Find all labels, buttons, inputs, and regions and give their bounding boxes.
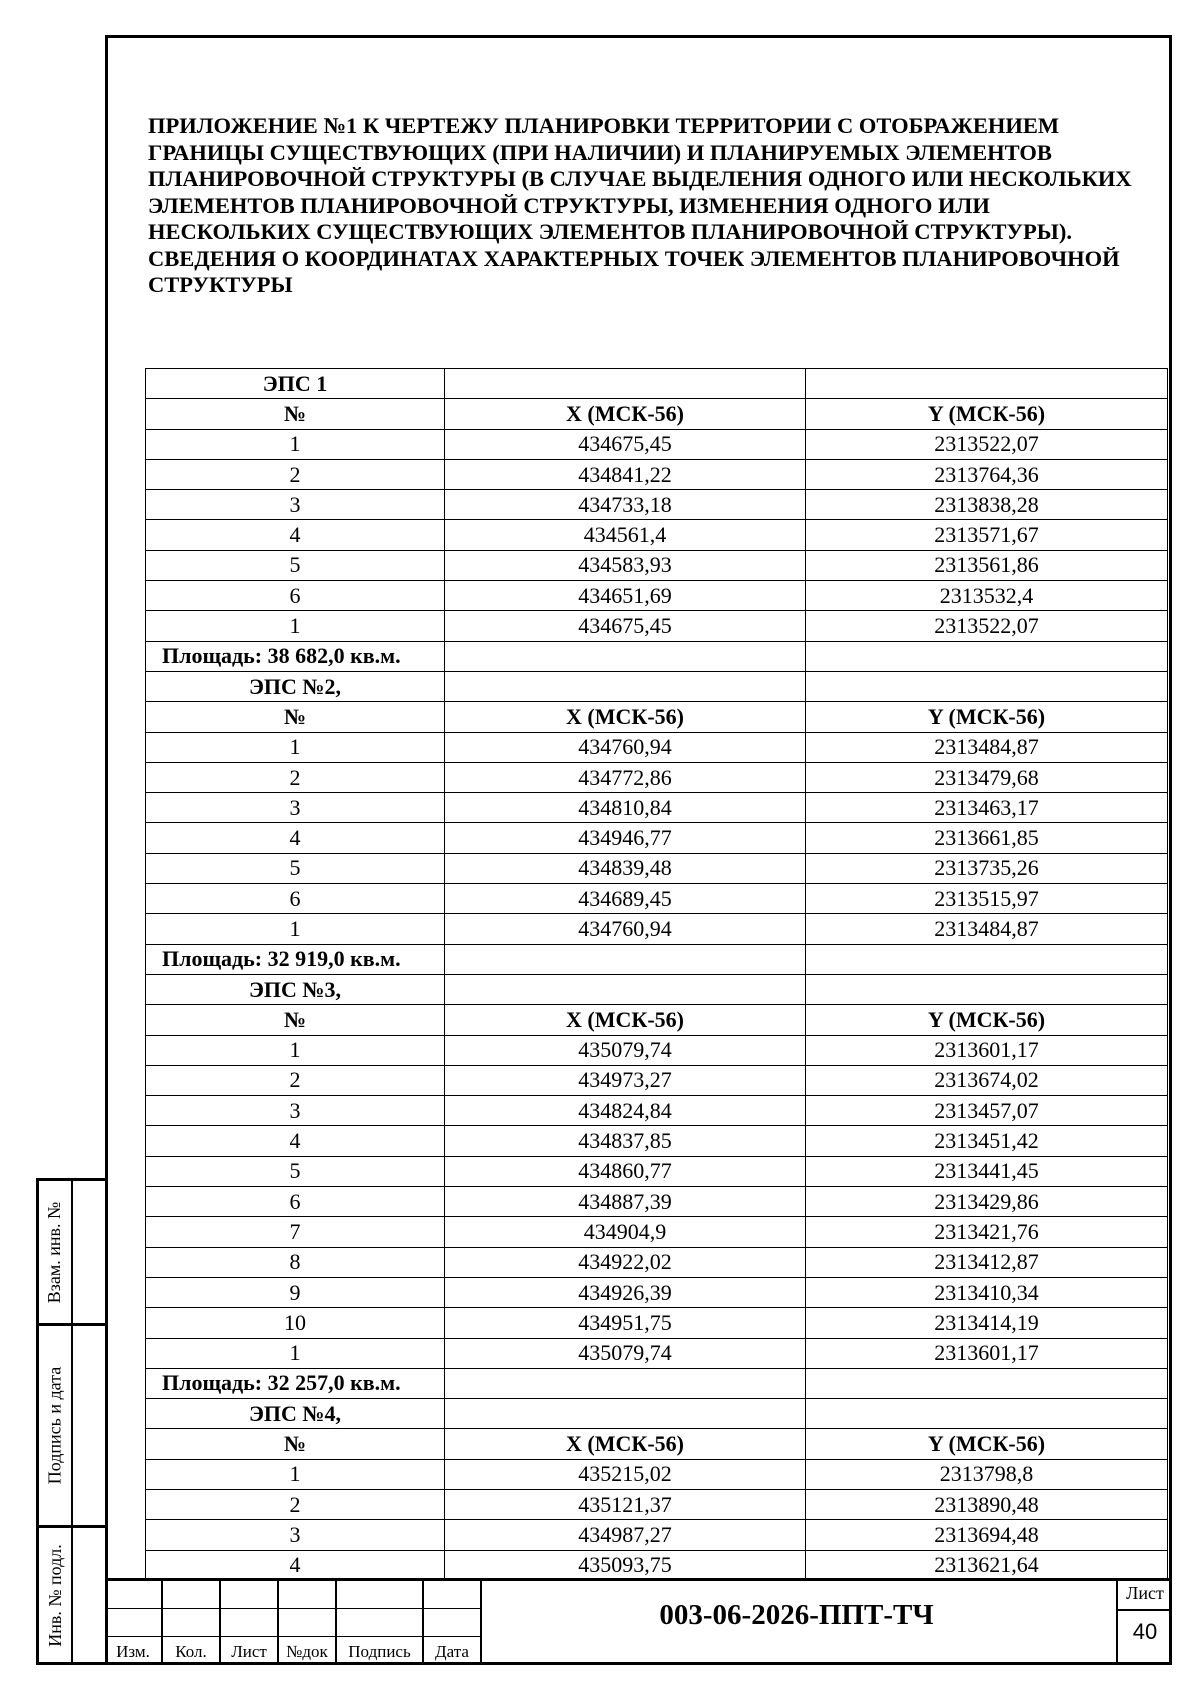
sheet-box — [1116, 1581, 1172, 1665]
point-y: 2313484,87 — [806, 914, 1168, 944]
stamp-col-list — [221, 1581, 279, 1665]
point-y: 2313798,8 — [806, 1459, 1168, 1489]
column-header-no: № — [146, 1429, 445, 1459]
document-title: ПРИЛОЖЕНИЕ №1 К ЧЕРТЕЖУ ПЛАНИРОВКИ ТЕРРИТОРИИ С ОТОБРАЖЕНИЕМ ГРАНИЦЫ СУЩЕСТВУЮЩИХ (ПРИ НАЛИЧИИ) И ПЛАНИРУЕМЫХ ЭЛЕМЕНТОВ ПЛАНИРОВОЧНОЙ СТРУКТУРЫ (В СЛУЧАЕ ВЫДЕЛЕНИЯ ОДНОГО ИЛИ НЕСКОЛЬКИХ ЭЛЕМЕНТОВ ПЛАНИРОВОЧНОЙ СТРУКТУРЫ, ИЗМЕНЕНИЯ ОДНОГО ИЛИ НЕСКОЛЬКИХ СУЩЕСТВУЮЩИХ ЭЛЕМЕНТОВ ПЛАНИРОВОЧНОЙ СТРУКТУРЫ). СВЕДЕНИЯ О КООРДИНАТАХ ХАРАКТЕРНЫХ ТОЧЕК ЭЛЕМЕНТОВ ПЛАНИРОВОЧНОЙ СТРУКТУРЫ — [148, 113, 1132, 297]
point-x: 434733,18 — [445, 490, 806, 520]
table-row — [146, 429, 1168, 459]
side-stamp-podpis-label: Подпись и дата — [44, 1366, 65, 1485]
point-number: 3 — [146, 1096, 445, 1126]
point-y: 2313661,85 — [806, 823, 1168, 853]
eps-name: ЭПС №3, — [146, 974, 445, 1004]
side-stamp-vzam-label: Взам. инв. № — [44, 1201, 65, 1303]
point-y: 2313601,17 — [806, 1338, 1168, 1368]
point-y: 2313479,68 — [806, 762, 1168, 792]
point-y: 2313451,42 — [806, 1126, 1168, 1156]
point-y: 2313561,86 — [806, 550, 1168, 580]
header-row — [146, 1005, 1168, 1035]
table-row — [146, 1308, 1168, 1338]
empty-cell — [445, 944, 806, 974]
table-row — [146, 1035, 1168, 1065]
point-x: 434951,75 — [445, 1308, 806, 1338]
point-number: 2 — [146, 459, 445, 489]
empty-cell — [806, 1368, 1168, 1398]
stamp-label-kol: Кол. — [175, 1642, 207, 1661]
table-row — [146, 1550, 1168, 1580]
area-label: Площадь: 32 919,0 кв.м. — [146, 944, 445, 974]
empty-cell — [445, 1399, 806, 1429]
stamp-label-data: Дата — [435, 1642, 469, 1661]
area-row — [146, 641, 1168, 671]
area-row — [146, 944, 1168, 974]
point-number: 1 — [146, 1459, 445, 1489]
point-y: 2313457,07 — [806, 1096, 1168, 1126]
table-row — [146, 1217, 1168, 1247]
table-row — [146, 1459, 1168, 1489]
eps-name-row — [146, 671, 1168, 701]
stamp-col-ndok — [279, 1581, 337, 1665]
point-x: 434887,39 — [445, 1187, 806, 1217]
empty-cell — [445, 974, 806, 1004]
point-x: 434973,27 — [445, 1065, 806, 1095]
point-number: 1 — [146, 429, 445, 459]
empty-cell — [445, 1368, 806, 1398]
point-number: 10 — [146, 1308, 445, 1338]
sheet-number: 40 — [1132, 1619, 1158, 1644]
eps-name-row — [146, 1399, 1168, 1429]
eps-name: ЭПС №4, — [146, 1399, 445, 1429]
empty-cell — [806, 974, 1168, 1004]
eps-name: ЭПС 1 — [146, 369, 445, 399]
header-row — [146, 1429, 1168, 1459]
point-y: 2313694,48 — [806, 1520, 1168, 1550]
column-header-x: X (МСК-56) — [445, 702, 806, 732]
point-number: 1 — [146, 732, 445, 762]
point-y: 2313441,45 — [806, 1156, 1168, 1186]
point-x: 434922,02 — [445, 1247, 806, 1277]
point-y: 2313412,87 — [806, 1247, 1168, 1277]
point-x: 434675,45 — [445, 611, 806, 641]
table-row — [146, 1187, 1168, 1217]
point-x: 435079,74 — [445, 1338, 806, 1368]
point-number: 2 — [146, 762, 445, 792]
stamp-label-ndok: №док — [286, 1642, 328, 1661]
point-number: 2 — [146, 1489, 445, 1519]
table-row — [146, 520, 1168, 550]
table-row — [146, 914, 1168, 944]
point-y: 2313621,64 — [806, 1550, 1168, 1580]
point-x: 434904,9 — [445, 1217, 806, 1247]
column-header-no: № — [146, 399, 445, 429]
sheet-label: Лист — [1126, 1583, 1164, 1603]
table-row — [146, 1338, 1168, 1368]
point-x: 434841,22 — [445, 459, 806, 489]
column-header-no: № — [146, 1005, 445, 1035]
point-y: 2313463,17 — [806, 793, 1168, 823]
point-number: 6 — [146, 1187, 445, 1217]
point-x: 435215,02 — [445, 1459, 806, 1489]
stamp-col-podpis — [337, 1581, 424, 1665]
table-row — [146, 490, 1168, 520]
table-row — [146, 611, 1168, 641]
column-header-x: X (МСК-56) — [445, 1005, 806, 1035]
point-y: 2313484,87 — [806, 732, 1168, 762]
table-row — [146, 581, 1168, 611]
point-x: 434760,94 — [445, 914, 806, 944]
point-x: 434810,84 — [445, 793, 806, 823]
point-number: 6 — [146, 884, 445, 914]
empty-cell — [445, 671, 806, 701]
point-x: 434651,69 — [445, 581, 806, 611]
side-stamp-inv — [36, 1525, 108, 1665]
empty-cell — [445, 641, 806, 671]
point-number: 2 — [146, 1065, 445, 1095]
point-y: 2313532,4 — [806, 581, 1168, 611]
point-x: 434926,39 — [445, 1277, 806, 1307]
header-row — [146, 702, 1168, 732]
empty-cell — [806, 671, 1168, 701]
table-row — [146, 1277, 1168, 1307]
stamp-col-izm — [105, 1581, 163, 1665]
eps-name: ЭПС №2, — [146, 671, 445, 701]
title-block-columns — [105, 1581, 482, 1665]
side-stamp-inv-label: Инв. № подл. — [44, 1543, 65, 1647]
point-y: 2313735,26 — [806, 853, 1168, 883]
point-number: 3 — [146, 1520, 445, 1550]
point-y: 2313674,02 — [806, 1065, 1168, 1095]
column-header-y: Y (МСК-56) — [806, 1429, 1168, 1459]
point-x: 434837,85 — [445, 1126, 806, 1156]
header-row — [146, 399, 1168, 429]
column-header-y: Y (МСК-56) — [806, 399, 1168, 429]
point-x: 434689,45 — [445, 884, 806, 914]
point-number: 3 — [146, 490, 445, 520]
stamp-label-list: Лист — [231, 1642, 267, 1661]
table-row — [146, 1126, 1168, 1156]
point-number: 4 — [146, 823, 445, 853]
point-number: 4 — [146, 1550, 445, 1580]
point-y: 2313421,76 — [806, 1217, 1168, 1247]
empty-cell — [806, 944, 1168, 974]
empty-cell — [806, 1399, 1168, 1429]
point-x: 434987,27 — [445, 1520, 806, 1550]
point-y: 2313429,86 — [806, 1187, 1168, 1217]
point-number: 4 — [146, 1126, 445, 1156]
point-number: 8 — [146, 1247, 445, 1277]
point-x: 434760,94 — [445, 732, 806, 762]
column-header-x: X (МСК-56) — [445, 399, 806, 429]
column-header-no: № — [146, 702, 445, 732]
point-x: 434675,45 — [445, 429, 806, 459]
point-y: 2313890,48 — [806, 1489, 1168, 1519]
area-row — [146, 1368, 1168, 1398]
point-x: 435079,74 — [445, 1035, 806, 1065]
table-row — [146, 1489, 1168, 1519]
empty-cell — [445, 369, 806, 399]
point-number: 1 — [146, 1035, 445, 1065]
point-y: 2313522,07 — [806, 429, 1168, 459]
table-row — [146, 1520, 1168, 1550]
point-y: 2313522,07 — [806, 611, 1168, 641]
point-y: 2313410,34 — [806, 1277, 1168, 1307]
point-y: 2313601,17 — [806, 1035, 1168, 1065]
side-stamp-podpis — [36, 1323, 108, 1528]
point-number: 1 — [146, 914, 445, 944]
point-y: 2313764,36 — [806, 459, 1168, 489]
column-header-x: X (МСК-56) — [445, 1429, 806, 1459]
point-number: 7 — [146, 1217, 445, 1247]
point-x: 434946,77 — [445, 823, 806, 853]
coordinates-table — [145, 368, 1168, 1581]
point-number: 5 — [146, 1156, 445, 1186]
area-label: Площадь: 38 682,0 кв.м. — [146, 641, 445, 671]
area-label: Площадь: 32 257,0 кв.м. — [146, 1368, 445, 1398]
point-x: 434561,4 — [445, 520, 806, 550]
point-x: 435121,37 — [445, 1489, 806, 1519]
table-row — [146, 884, 1168, 914]
point-number: 9 — [146, 1277, 445, 1307]
point-number: 5 — [146, 550, 445, 580]
table-row — [146, 853, 1168, 883]
table-row — [146, 1247, 1168, 1277]
point-x: 434860,77 — [445, 1156, 806, 1186]
empty-cell — [806, 369, 1168, 399]
table-row — [146, 459, 1168, 489]
document-code: 003-06-2026-ППТ-ТЧ — [659, 1599, 934, 1631]
stamp-label-podpis: Подпись — [348, 1642, 411, 1661]
stamp-label-izm: Изм. — [116, 1642, 150, 1661]
table-row — [146, 762, 1168, 792]
point-x: 434839,48 — [445, 853, 806, 883]
column-header-y: Y (МСК-56) — [806, 1005, 1168, 1035]
stamp-col-kol — [163, 1581, 221, 1665]
empty-cell — [806, 641, 1168, 671]
point-x: 434824,84 — [445, 1096, 806, 1126]
point-x: 434583,93 — [445, 550, 806, 580]
point-number: 6 — [146, 581, 445, 611]
point-number: 4 — [146, 520, 445, 550]
table-row — [146, 1065, 1168, 1095]
eps-name-row — [146, 974, 1168, 1004]
eps-name-row — [146, 369, 1168, 399]
point-number: 5 — [146, 853, 445, 883]
column-header-y: Y (МСК-56) — [806, 702, 1168, 732]
point-y: 2313414,19 — [806, 1308, 1168, 1338]
title-block — [105, 1578, 1172, 1665]
table-row — [146, 823, 1168, 853]
point-number: 3 — [146, 793, 445, 823]
stamp-col-data — [424, 1581, 482, 1665]
point-y: 2313515,97 — [806, 884, 1168, 914]
side-stamp-vzam — [36, 1178, 108, 1326]
point-y: 2313838,28 — [806, 490, 1168, 520]
table-row — [146, 793, 1168, 823]
table-row — [146, 732, 1168, 762]
point-number: 1 — [146, 611, 445, 641]
table-row — [146, 550, 1168, 580]
table-row — [146, 1096, 1168, 1126]
point-number: 1 — [146, 1338, 445, 1368]
point-x: 435093,75 — [445, 1550, 806, 1580]
point-x: 434772,86 — [445, 762, 806, 792]
table-row — [146, 1156, 1168, 1186]
point-y: 2313571,67 — [806, 520, 1168, 550]
